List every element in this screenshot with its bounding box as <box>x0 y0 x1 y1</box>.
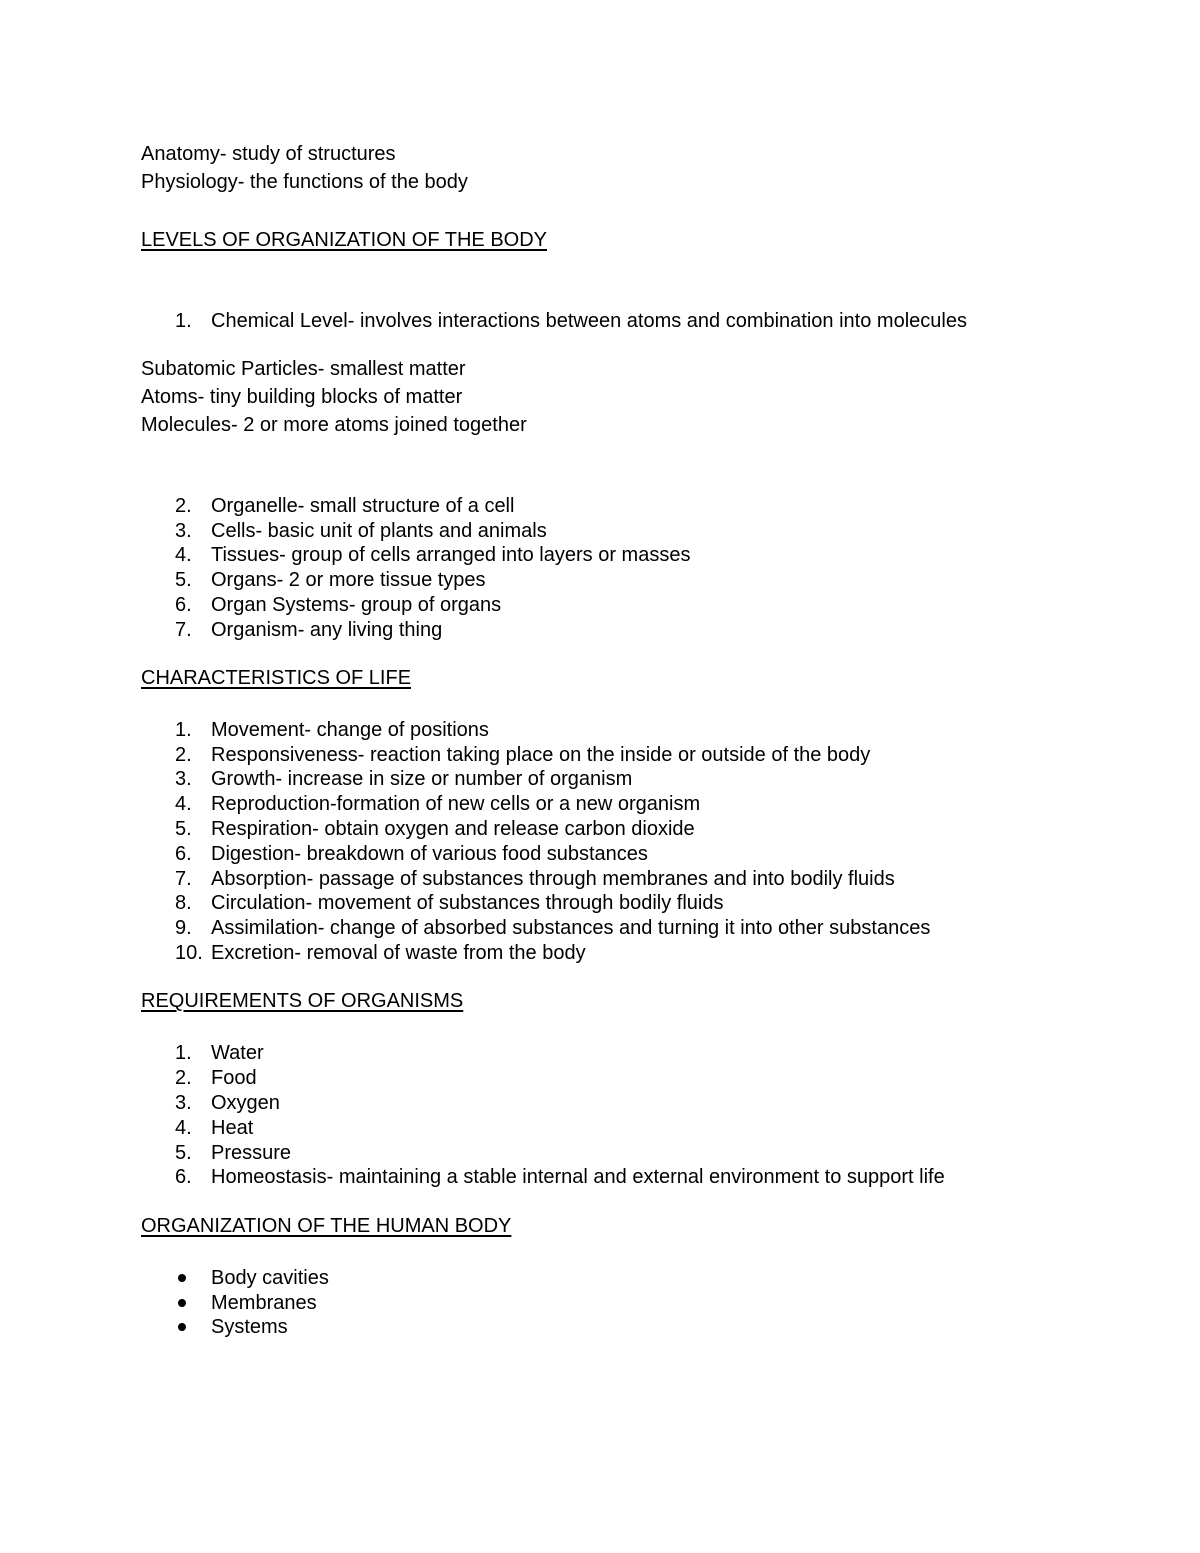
chemical-detail: Atoms- tiny building blocks of matter <box>141 386 463 408</box>
list-text: Movement- change of positions <box>211 719 489 741</box>
list-text: Food <box>211 1067 257 1089</box>
list-text: Tissues- group of cells arranged into layers or masses <box>211 544 691 566</box>
list-text: Organ Systems- group of organs <box>211 594 502 616</box>
list-number: 1. <box>175 719 192 741</box>
list-text: Organism- any living thing <box>211 619 443 641</box>
list-number: 3. <box>175 1092 192 1114</box>
list-number: 3. <box>175 520 192 542</box>
list-number: 10. <box>175 942 203 964</box>
list-text: Growth- increase in size or number of organism <box>211 768 633 790</box>
list-text: Cells- basic unit of plants and animals <box>211 520 547 542</box>
list-text: Absorption- passage of substances through membranes and into bodily fluids <box>211 868 895 890</box>
list-number: 1. <box>175 1042 192 1064</box>
list-text: Body cavities <box>211 1267 329 1289</box>
list-text: Circulation- movement of substances through bodily fluids <box>211 892 724 914</box>
list-number: 4. <box>175 1117 192 1139</box>
list-text: Organs- 2 or more tissue types <box>211 569 486 591</box>
list-number: 5. <box>175 1142 192 1164</box>
bullet-icon <box>178 1299 186 1307</box>
list-text: Organelle- small structure of a cell <box>211 495 515 517</box>
list-text: Respiration- obtain oxygen and release carbon dioxide <box>211 818 695 840</box>
list-number: 3. <box>175 768 192 790</box>
list-number: 5. <box>175 818 192 840</box>
list-text: Excretion- removal of waste from the body <box>211 942 586 964</box>
list-number: 2. <box>175 495 192 517</box>
list-text: Oxygen <box>211 1092 280 1114</box>
chemical-detail: Molecules- 2 or more atoms joined together <box>141 414 527 436</box>
list-text: Assimilation- change of absorbed substances and turning it into other substances <box>211 917 931 939</box>
list-text: Water <box>211 1042 264 1064</box>
chemical-detail: Subatomic Particles- smallest matter <box>141 358 466 380</box>
levels-heading: LEVELS OF ORGANIZATION OF THE BODY <box>141 229 547 251</box>
list-number: 4. <box>175 793 192 815</box>
list-number: 4. <box>175 544 192 566</box>
list-text: Systems <box>211 1316 288 1338</box>
list-number: 2. <box>175 1067 192 1089</box>
physiology-definition: Physiology- the functions of the body <box>141 171 468 193</box>
list-number: 8. <box>175 892 192 914</box>
anatomy-definition: Anatomy- study of structures <box>141 143 396 165</box>
list-text: Responsiveness- reaction taking place on the inside or outside of the body <box>211 744 871 766</box>
list-text: Heat <box>211 1117 254 1139</box>
list-text: Homeostasis- maintaining a stable internal and external environment to support life <box>211 1166 945 1188</box>
list-number: 6. <box>175 594 192 616</box>
list-text: Pressure <box>211 1142 292 1164</box>
characteristics-heading: CHARACTERISTICS OF LIFE <box>141 667 412 689</box>
bullet-icon <box>178 1274 186 1282</box>
organization-heading: ORGANIZATION OF THE HUMAN BODY <box>141 1215 512 1237</box>
list-number: 7. <box>175 868 192 890</box>
list-text: Chemical Level- involves interactions between atoms and combination into molecules <box>211 310 967 332</box>
list-number: 9. <box>175 917 192 939</box>
list-number: 5. <box>175 569 192 591</box>
list-number: 2. <box>175 744 192 766</box>
list-number: 1. <box>175 310 192 332</box>
list-text: Digestion- breakdown of various food substances <box>211 843 648 865</box>
list-number: 6. <box>175 1166 192 1188</box>
list-number: 7. <box>175 619 192 641</box>
list-text: Membranes <box>211 1292 317 1314</box>
requirements-heading: REQUIREMENTS OF ORGANISMS <box>141 990 464 1012</box>
list-text: Reproduction-formation of new cells or a new organism <box>211 793 701 815</box>
bullet-icon <box>178 1323 186 1331</box>
list-number: 6. <box>175 843 192 865</box>
